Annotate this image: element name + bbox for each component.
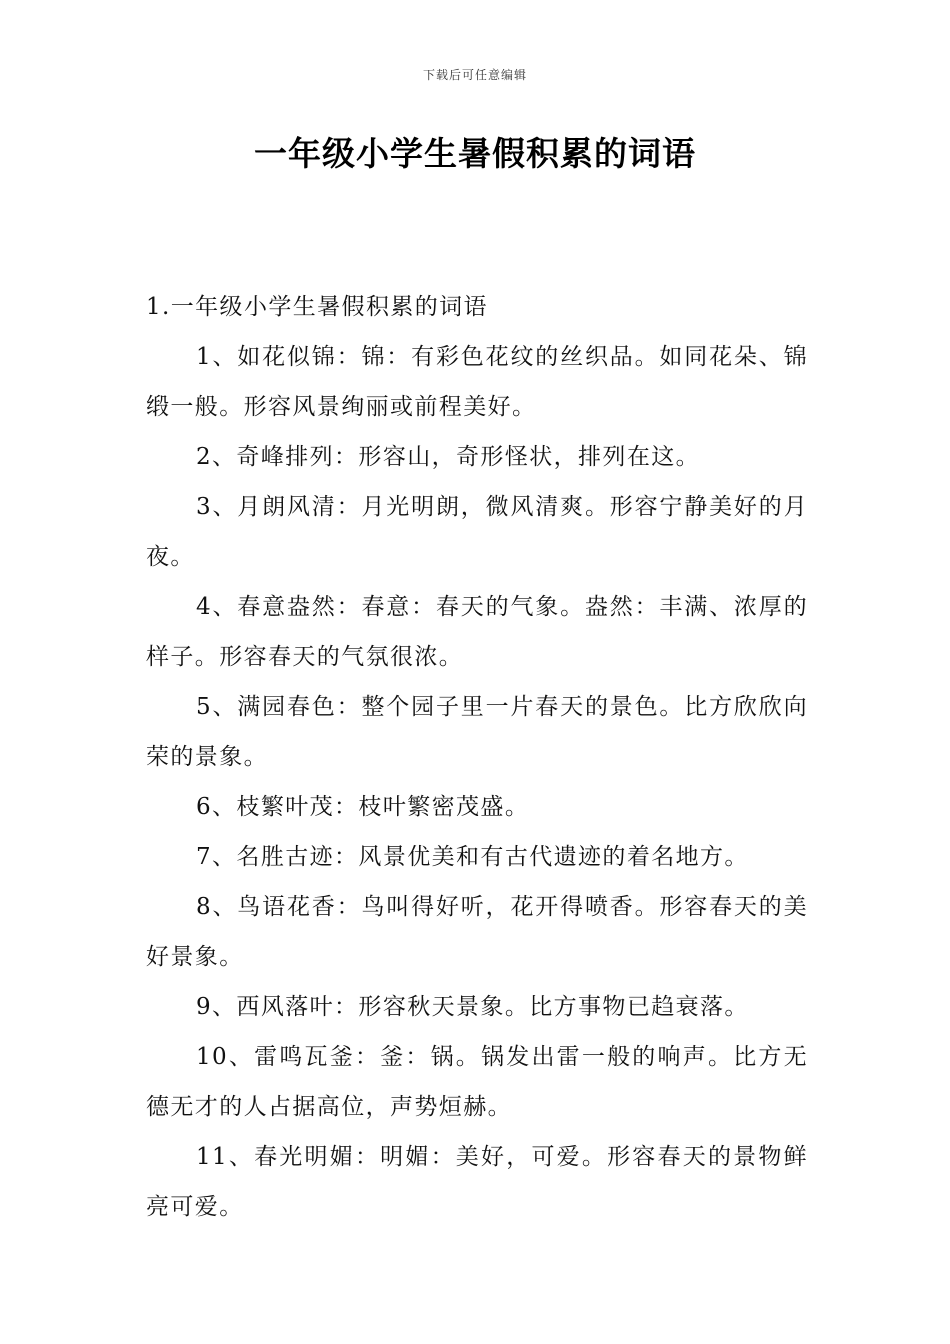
vocab-entry-9: 9、西风落叶：形容秋天景象。比方事物已趋衰落。 [196,994,749,1020]
vocab-entry-7: 7、名胜古迹：风景优美和有古代遗迹的着名地方。 [196,844,749,870]
vocab-entry-4: 4、春意盎然：春意：春天的气象。盎然：丰满、浓厚的样子。形容春天的气氛很浓。 [146,594,808,670]
vocab-entry-10: 10、雷鸣瓦釜：釜：锅。锅发出雷一般的响声。比方无德无才的人占据高位，声势烜赫。 [146,1044,808,1120]
vocab-entry-3: 3、月朗风清：月光明朗，微风清爽。形容宁静美好的月夜。 [146,494,808,570]
vocab-entry-11: 11、春光明媚：明媚：美好，可爱。形容春天的景物鲜亮可爱。 [146,1144,808,1220]
vocab-entry-6: 6、枝繁叶茂：枝叶繁密茂盛。 [196,794,530,820]
vocab-entry-1: 1、如花似锦：锦：有彩色花纹的丝织品。如同花朵、锦缎一般。形容风景绚丽或前程美好。 [146,344,808,420]
section-heading: 1.一年级小学生暑假积累的词语 [146,294,488,320]
vocab-entry-8: 8、鸟语花香：鸟叫得好听，花开得喷香。形容春天的美好景象。 [146,894,808,970]
header-note: 下载后可任意编辑 [422,68,527,82]
document-body [146,282,808,1232]
vocab-entry-2: 2、奇峰排列：形容山，奇形怪状，排列在这。 [196,444,701,470]
vocab-entry-5: 5、满园春色：整个园子里一片春天的景色。比方欣欣向荣的景象。 [146,694,808,770]
page-title: 一年级小学生暑假积累的词语 [254,134,696,173]
